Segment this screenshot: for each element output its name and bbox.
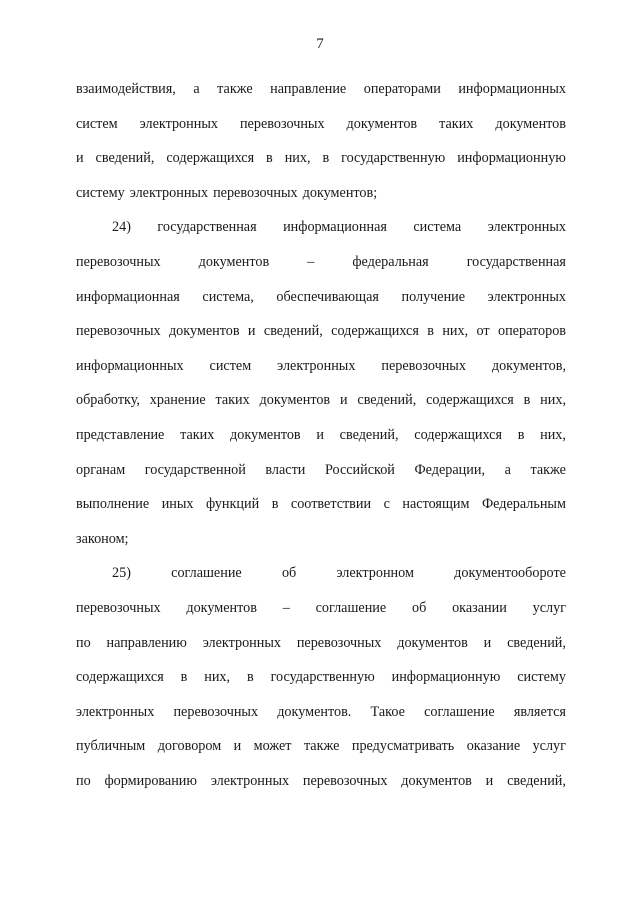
word: об: [281, 565, 297, 582]
word: услуг: [532, 599, 566, 616]
word: сведений,: [95, 150, 155, 167]
word: информационную: [457, 150, 566, 167]
word: направление: [270, 81, 347, 97]
word: содержащихся: [76, 669, 164, 686]
word: хранение: [149, 392, 206, 409]
word: соглашение: [424, 703, 495, 720]
word: выполнение: [76, 496, 150, 513]
word: в: [180, 669, 188, 686]
text-line: [76, 245, 566, 280]
word: государственную: [341, 150, 446, 167]
word: содержащихся: [166, 150, 255, 167]
text-line: [76, 487, 566, 522]
word: электронных: [202, 634, 281, 651]
word: 24): [112, 219, 131, 236]
word: государственная: [157, 219, 257, 236]
text-line: [76, 418, 566, 453]
word: информационную: [391, 669, 501, 686]
word: в: [523, 392, 531, 409]
word: сведений,: [339, 426, 399, 443]
word: информационных: [76, 357, 184, 374]
word: документов: [230, 426, 301, 443]
word: и: [233, 738, 242, 755]
word: сведений,: [507, 634, 566, 651]
word: об: [411, 599, 427, 616]
text-line: [76, 72, 566, 107]
word: электронных: [487, 288, 566, 305]
word: оказание: [466, 738, 521, 755]
word: перевозочных: [239, 115, 325, 132]
word: документов;: [302, 184, 378, 201]
word: государственной: [144, 461, 246, 478]
word: также: [217, 81, 253, 97]
word: и: [247, 323, 256, 340]
text-line: [76, 522, 566, 557]
word: информационных: [458, 81, 566, 97]
word: по: [76, 772, 91, 789]
word: перевозочных: [302, 772, 388, 789]
word: содержащихся: [331, 323, 419, 340]
word: также: [303, 738, 340, 755]
word: содержащихся: [414, 426, 502, 443]
text-line: [76, 314, 566, 349]
word: документов: [495, 115, 566, 132]
word: федеральная: [352, 253, 429, 270]
word: в: [266, 150, 273, 167]
word: электронных: [129, 184, 209, 201]
word: таких: [215, 392, 250, 409]
word: операторами: [363, 81, 441, 97]
word: перевозочных: [296, 634, 382, 651]
word: функций: [206, 496, 260, 513]
word: система,: [202, 288, 254, 305]
word: в: [246, 669, 254, 686]
word: и: [339, 392, 348, 409]
text-line: [76, 141, 566, 176]
word: систем: [209, 357, 252, 374]
word: может: [253, 738, 292, 755]
word: сведений,: [507, 772, 566, 789]
word: а: [504, 461, 511, 478]
word: сведений,: [357, 392, 417, 409]
word: и: [485, 772, 494, 789]
word: них,: [540, 392, 566, 409]
word: законом;: [76, 530, 129, 547]
word: и: [76, 150, 84, 167]
text-line: [76, 453, 566, 488]
word: по: [76, 634, 91, 651]
word: электронных: [487, 219, 566, 236]
word: информационная: [283, 219, 387, 236]
word: документов: [198, 253, 270, 270]
page-number: 7: [316, 36, 324, 52]
word: систему: [517, 669, 566, 686]
word: в: [427, 323, 434, 340]
text-line: [76, 280, 566, 315]
word: государственную: [270, 669, 375, 686]
word: информационная: [76, 288, 180, 305]
document-body: [76, 72, 566, 798]
word: направлению: [106, 634, 187, 651]
word: соглашение: [315, 599, 387, 616]
word: электронных: [277, 357, 356, 374]
word: публичным: [76, 738, 146, 755]
word: перевозочных: [173, 703, 259, 720]
word: 25): [112, 565, 131, 582]
word: также: [530, 461, 566, 478]
word: документов: [168, 323, 240, 340]
word: перевозочных: [381, 357, 466, 374]
word: таких: [180, 426, 215, 443]
word: от: [476, 323, 490, 340]
word: них,: [540, 426, 566, 443]
word: документов: [259, 392, 331, 409]
text-line: [76, 176, 566, 211]
word: органам: [76, 461, 126, 478]
word: система: [413, 219, 462, 236]
text-line: [76, 383, 566, 418]
word: Федеральным: [481, 496, 566, 513]
word: формированию: [104, 772, 198, 789]
word: предусматривать: [351, 738, 455, 755]
word: документов: [401, 772, 472, 789]
word: перевозочных: [213, 184, 298, 201]
word: власти: [265, 461, 306, 478]
text-line: [76, 591, 566, 626]
word: документов: [346, 115, 418, 132]
text-line: [76, 729, 566, 764]
text-line: [76, 556, 566, 591]
word: таких: [439, 115, 474, 132]
word: сведений,: [263, 323, 323, 340]
text-line: [76, 626, 566, 661]
word: иных: [161, 496, 194, 513]
word: и: [483, 634, 492, 651]
text-line: [76, 210, 566, 245]
word: систем: [76, 115, 118, 132]
word: электронном: [336, 565, 414, 582]
word: –: [307, 253, 315, 270]
word: в: [271, 496, 279, 513]
word: с: [383, 496, 390, 513]
word: услуг: [532, 738, 566, 755]
word: Федерации,: [414, 461, 486, 478]
word: является: [513, 703, 566, 720]
word: перевозочных: [76, 323, 161, 340]
word: них,: [284, 150, 311, 167]
word: оказании: [452, 599, 507, 616]
word: обработку,: [76, 392, 140, 409]
word: и: [316, 426, 324, 443]
word: электронных: [210, 772, 290, 789]
word: документообороте: [454, 565, 566, 582]
word: них,: [442, 323, 469, 340]
word: документов,: [491, 357, 566, 374]
word: документов.: [277, 703, 352, 720]
text-line: [76, 349, 566, 384]
word: договором: [157, 738, 222, 755]
word: документов: [397, 634, 468, 651]
word: электронных: [76, 703, 155, 720]
word: Российской: [324, 461, 395, 478]
word: взаимодействия,: [76, 81, 176, 97]
word: настоящим: [402, 496, 470, 513]
text-line: [76, 764, 566, 799]
word: электронных: [139, 115, 218, 132]
word: а: [193, 81, 200, 97]
word: перевозочных: [76, 253, 161, 270]
word: государственная: [466, 253, 566, 270]
word: них,: [204, 669, 231, 686]
word: документов: [186, 599, 257, 616]
text-line: [76, 660, 566, 695]
word: перевозочных: [76, 599, 161, 616]
word: в: [517, 426, 525, 443]
word: представление: [76, 426, 165, 443]
word: соглашение: [171, 565, 242, 582]
word: операторов: [498, 323, 566, 340]
word: получение: [401, 288, 466, 305]
word: систему: [76, 184, 125, 201]
word: обеспечивающая: [276, 288, 379, 305]
text-line: [76, 695, 566, 730]
word: Такое: [370, 703, 405, 720]
word: соответствии: [290, 496, 372, 513]
word: в: [322, 150, 330, 167]
text-line: [76, 107, 566, 142]
word: –: [282, 599, 290, 616]
word: содержащихся: [426, 392, 514, 409]
